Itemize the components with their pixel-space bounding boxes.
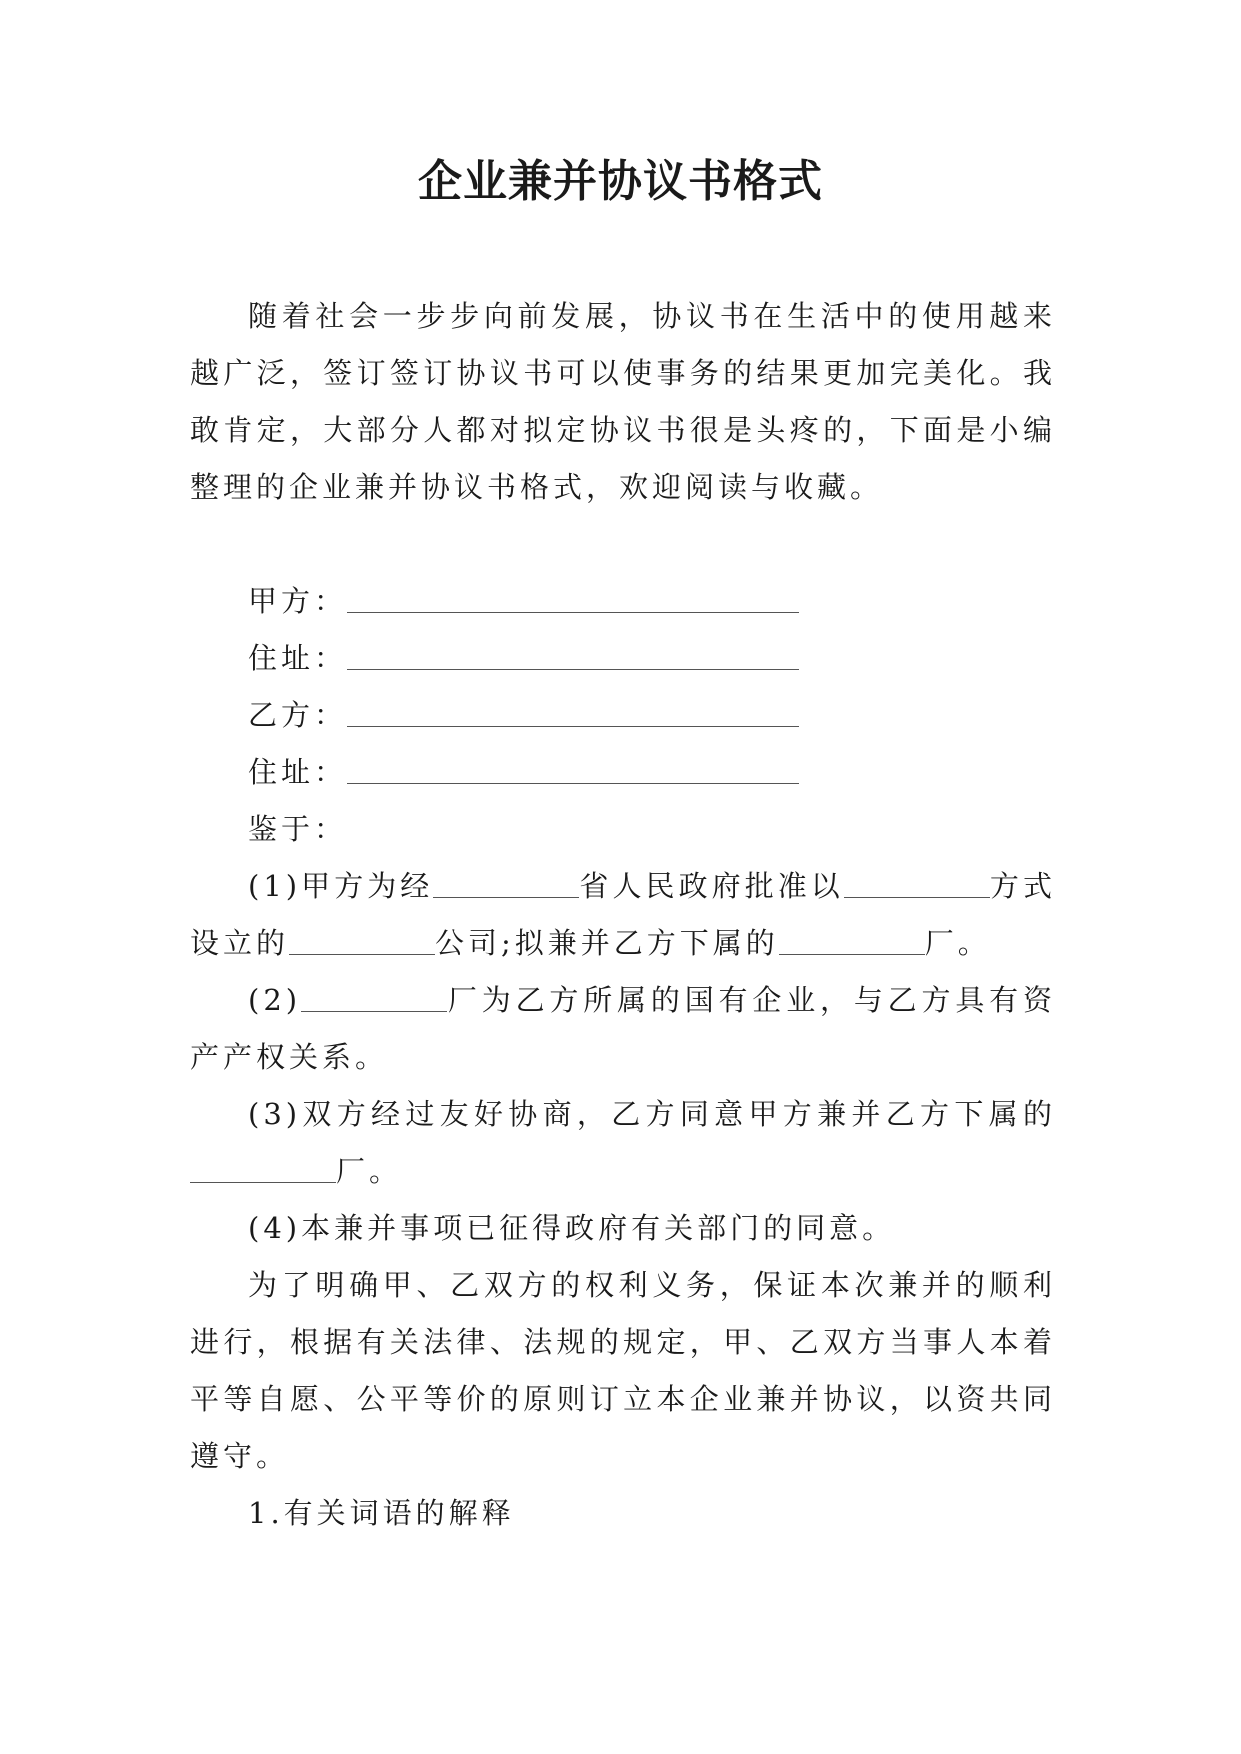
clause-3-blank [190,1152,336,1183]
address-b-field [190,744,1056,801]
party-b-field [190,687,1056,744]
clause-1-text-c: 方式设立的 [190,869,1056,960]
clause-2-blank [301,981,447,1012]
address-b-blank [347,753,799,784]
address-b-label: 住址： [248,755,348,789]
party-b-label: 乙方： [248,698,348,732]
clause-2 [190,972,1056,1086]
clause-1-blank-2 [844,867,990,898]
party-a-field [190,573,1056,630]
clause-2-text-a: (2) [248,983,302,1017]
section-1-heading: 1.有关词语的解释 [248,1496,515,1530]
clause-3-text-a: (3)双方经过友好协商，乙方同意甲方兼并乙方下属的 [248,1097,1056,1131]
document-title: 企业兼并协议书格式 [418,156,823,207]
party-a-label: 甲方： [248,584,348,618]
clause-1 [190,858,1056,972]
address-a-field [190,630,1056,687]
clause-1-text-a: (1)甲方为经 [248,869,434,903]
party-a-blank [347,582,799,613]
document-body [190,288,1056,1542]
address-a-blank [347,639,799,670]
whereas-heading: 鉴于： [248,812,348,846]
address-a-label: 住址： [248,641,348,675]
clause-1-blank-4 [779,924,925,955]
clause-1-blank-1 [433,867,579,898]
intro-paragraph: 随着社会一步步向前发展，协议书在生活中的使用越来越广泛，签订签订协议书可以使事务的结果更加完美化。我敢肯定，大部分人都对拟定协议书很是头疼的，下面是小编整理的企业兼并协议书格式，欢迎阅读与收藏。 [190,299,1056,504]
purpose-paragraph: 为了明确甲、乙双方的权利义务，保证本次兼并的顺利进行，根据有关法律、法规的规定，甲、乙双方当事人本着平等自愿、公平等价的原则订立本企业兼并协议，以资共同遵守。 [190,1268,1056,1473]
clause-2-text-b: 厂为乙方所属的国有企业，与乙方具有资产产权关系。 [190,983,1056,1074]
party-b-blank [347,696,799,727]
clause-1-text-e: 厂。 [924,926,991,960]
clause-1-blank-3 [289,924,435,955]
clause-1-text-b: 省人民政府批准以 [579,869,844,903]
clause-1-text-d: 公司;拟兼并乙方下属的 [435,926,779,960]
clause-3-text-b: 厂。 [336,1154,403,1188]
paragraph-spacer [190,516,1056,573]
clause-4: (4)本兼并事项已征得政府有关部门的同意。 [248,1211,896,1245]
clause-3 [190,1086,1056,1200]
